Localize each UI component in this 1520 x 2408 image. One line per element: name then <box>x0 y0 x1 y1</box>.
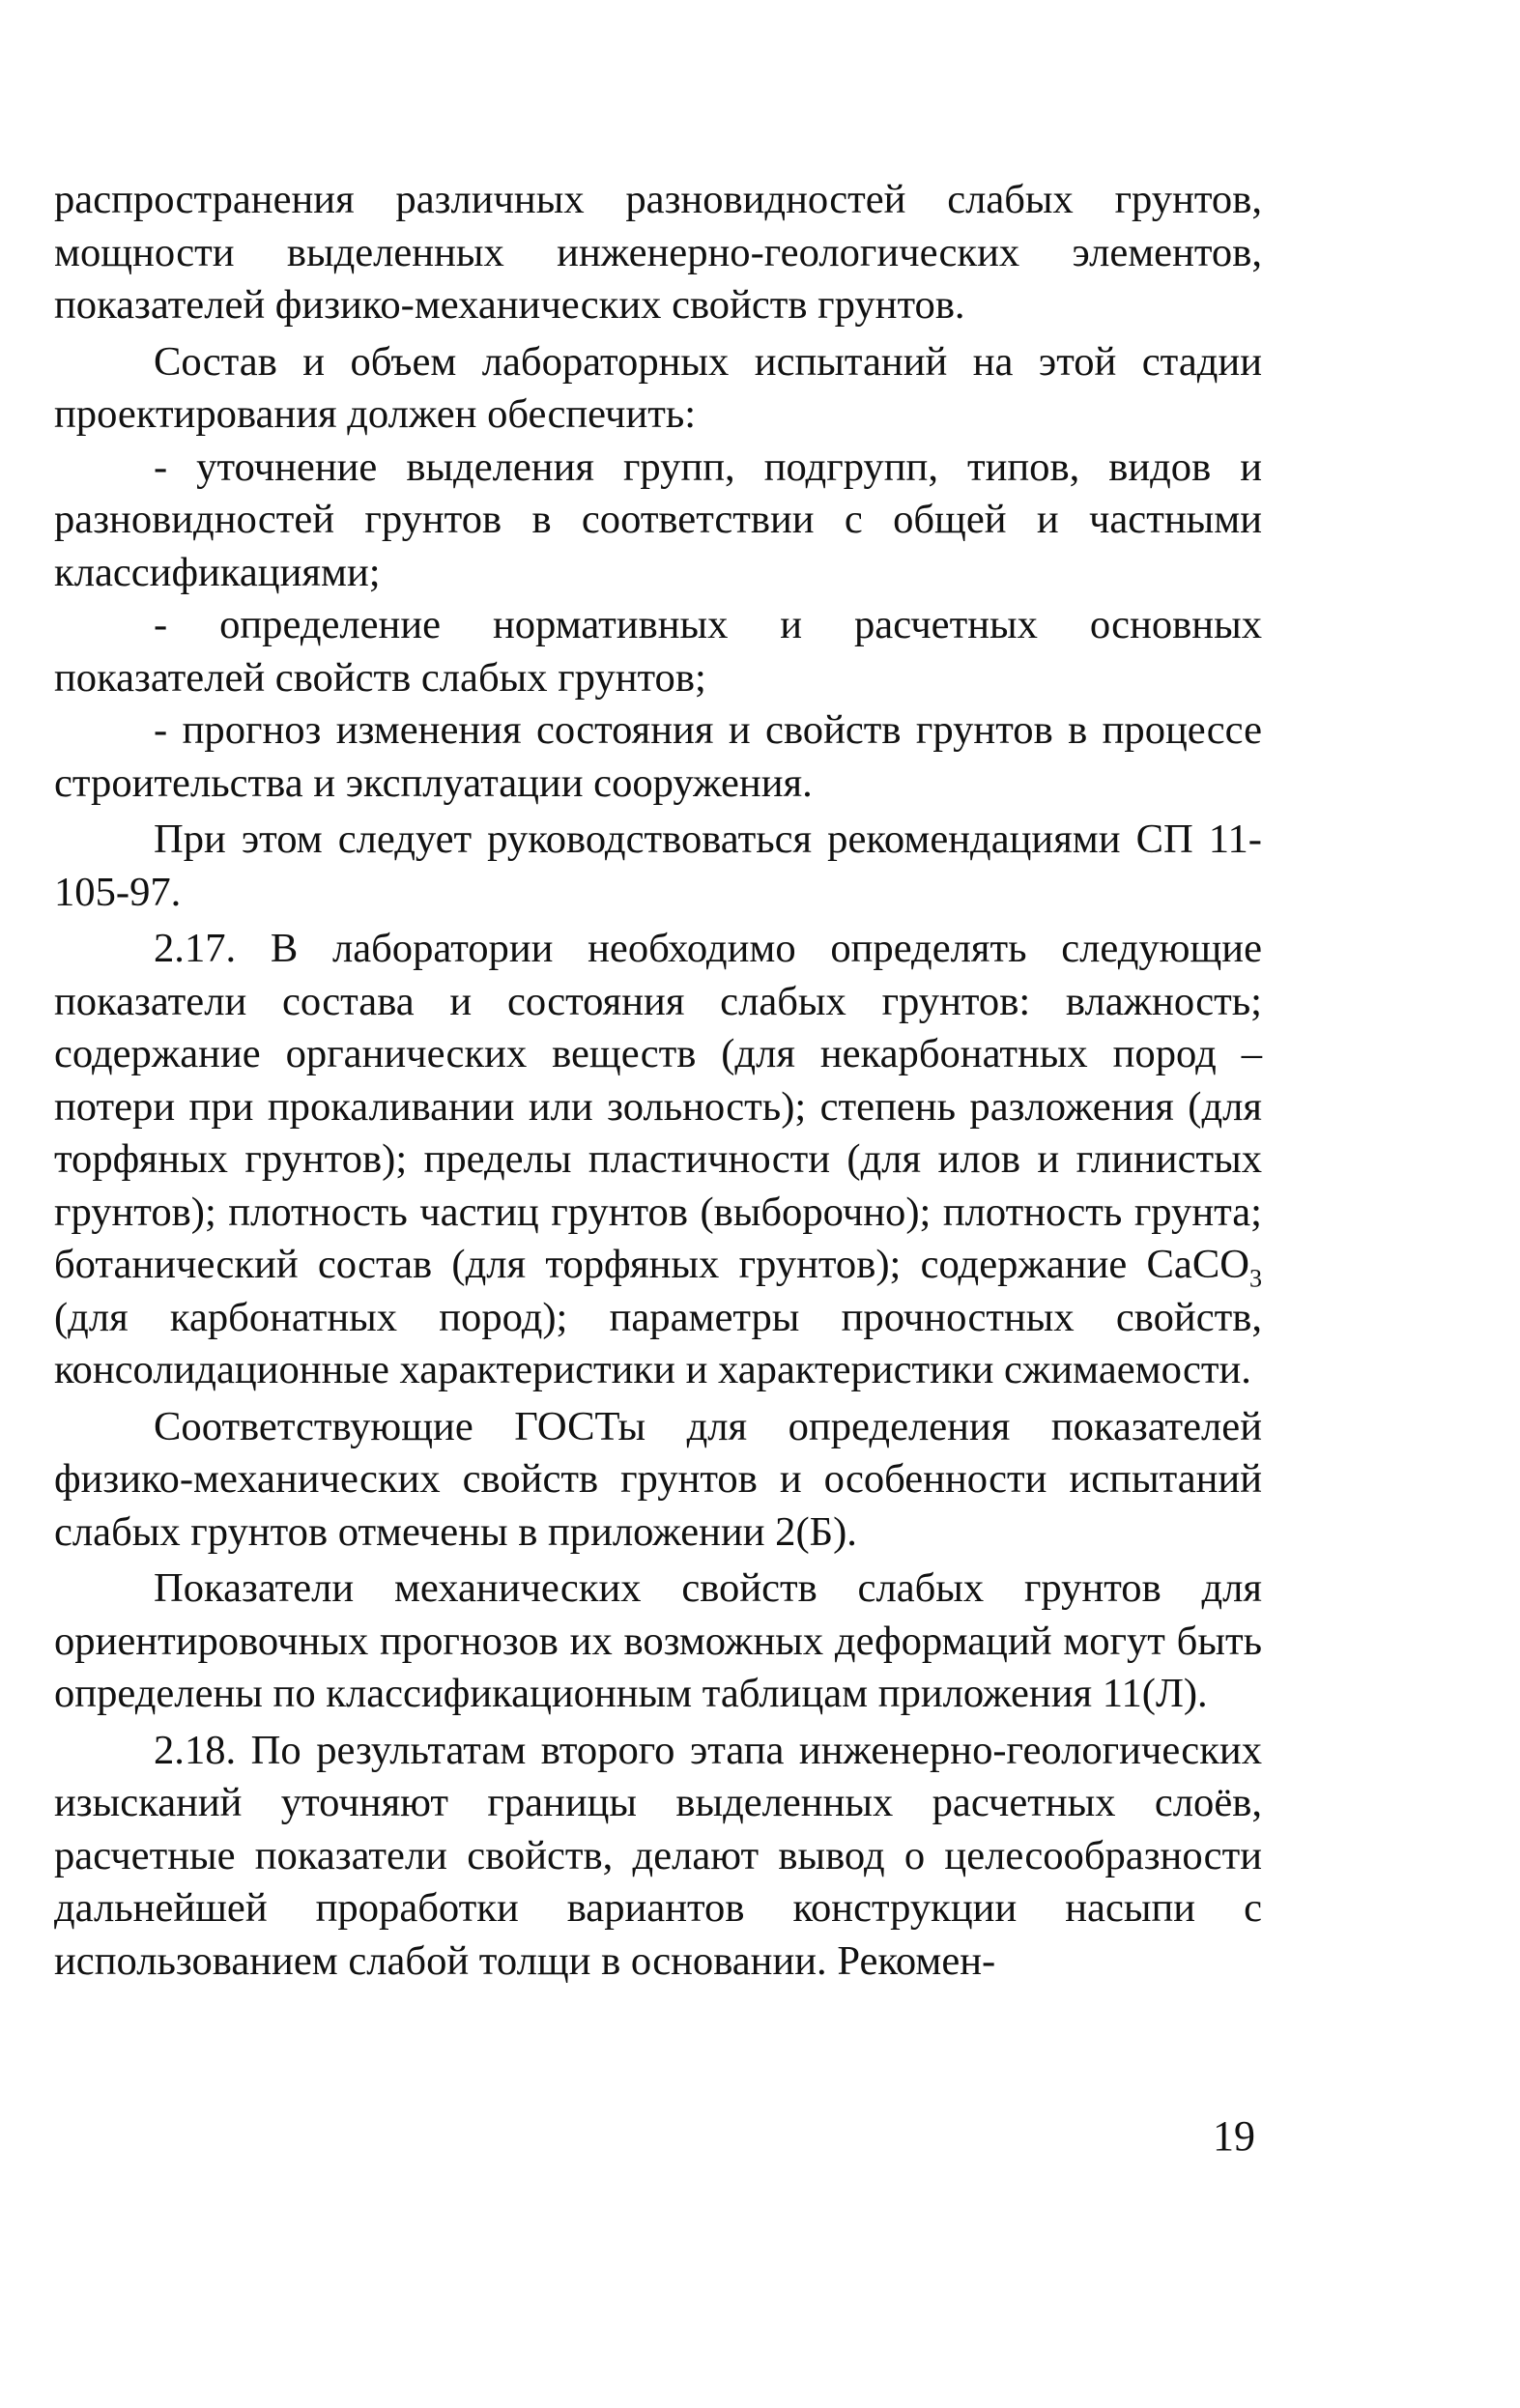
paragraph-2-17-text-before: 2.17. В лаборатории необходимо определять следующие показатели состава и состояния слабых грунтов: влажность; содержание органических веществ (для некарбонатных пород – потери при прокаливании или зольность); степень разложения (для торфяных грунтов); пределы пластичности (для илов и глинистых грунтов); плотность частиц грунтов (выборочно); плотность грунта; ботанический состав (для торфяных грунтов); содержание <box>54 926 1262 1287</box>
paragraph-mechanical-properties: Показатели механических свойств слабых грунтов для ориентировочных прогнозов их возможных деформаций могут быть определены по классификационным таблицам приложения 11(Л). <box>54 1565 1262 1716</box>
paragraph-2-18: 2.18. По результатам второго этапа инженерно-геологических изысканий уточняют границы выделенных расчетных слоёв, расчетные показатели свойств, делают вывод о целесообразности дальнейшей проработки вариантов конструкции насыпи с использованием слабой толщи в основании. Рекомен- <box>54 1727 1262 1984</box>
paragraph-2-17-text-after: (для карбонатных пород); параметры прочностных свойств, консолидационные характеристики и характеристики сжимаемости. <box>54 1294 1262 1392</box>
page-number: 19 <box>1213 2112 1255 2160</box>
paragraph-lab-tests-intro: Состав и объем лабораторных испытаний на этой стадии проектирования должен обеспечить: <box>54 338 1262 437</box>
formula-caco3 <box>1146 1242 1262 1293</box>
list-item-indicators: - определение нормативных и расчетных основных показателей свойств слабых грунтов; <box>54 602 1262 701</box>
paragraph-continuation: распространения различных разновидностей слабых грунтов, мощности выделенных инженерно-геологических элементов, показателей физико-механических свойств грунтов. <box>54 177 1262 328</box>
formula-base: CaCO <box>1146 1242 1249 1287</box>
paragraph-sp-reference: При этом следует руководствоваться рекомендациями СП 11-105-97. <box>54 817 1262 915</box>
list-item-forecast: - прогноз изменения состояния и свойств грунтов в процессе строительства и эксплуатации сооружения. <box>54 707 1262 806</box>
paragraph-2-17 <box>54 923 1262 1397</box>
body-text <box>54 174 1262 1988</box>
list-item-classification: - уточнение выделения групп, подгрупп, типов, видов и разновидностей грунтов в соответствии с общей и частными классификациями; <box>54 444 1262 595</box>
paragraph-gost: Соответствующие ГОСТы для определения показателей физико-механических свойств грунтов и особенности испытаний слабых грунтов отмечены в приложении 2(Б). <box>54 1403 1262 1555</box>
formula-subscript: 3 <box>1249 1264 1262 1293</box>
